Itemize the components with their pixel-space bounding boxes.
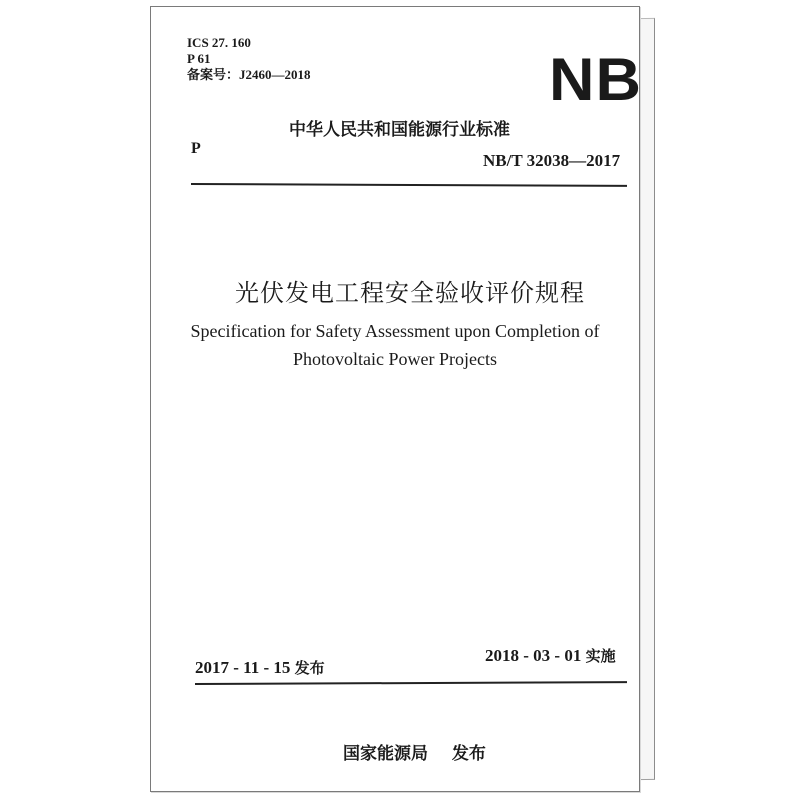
title-english-line1: Specification for Safety Assessment upon Completion of: [190, 321, 600, 341]
title-english-line2: Photovoltaic Power Projects: [293, 349, 497, 369]
standard-type: 中华人民共和国能源行业标准: [289, 120, 510, 140]
publisher: [343, 739, 486, 764]
effective-date-value: 2018 - 03 - 01: [485, 646, 582, 665]
top-divider: [191, 183, 627, 187]
issue-date: [195, 657, 325, 678]
cover-panel: [150, 6, 643, 792]
standard-number: NB/T 32038—2017: [483, 151, 621, 170]
bottom-divider: [195, 681, 627, 685]
title-chinese: 光伏发电工程安全验收评价规程: [235, 279, 585, 307]
record-number: 备案号：J2460—2018: [187, 67, 311, 82]
nb-logo: NB: [549, 46, 643, 113]
issue-date-value: 2017 - 11 - 15: [195, 658, 291, 677]
effective-date: [485, 645, 616, 666]
classification-code: P 61: [187, 51, 211, 66]
effective-label: 实施: [585, 647, 616, 665]
publisher-name: 国家能源局: [343, 744, 428, 764]
issue-label: 发布: [294, 659, 325, 677]
ics-code: ICS 27. 160: [187, 35, 251, 50]
category-letter: P: [191, 140, 201, 157]
publisher-label: 发布: [451, 744, 486, 764]
